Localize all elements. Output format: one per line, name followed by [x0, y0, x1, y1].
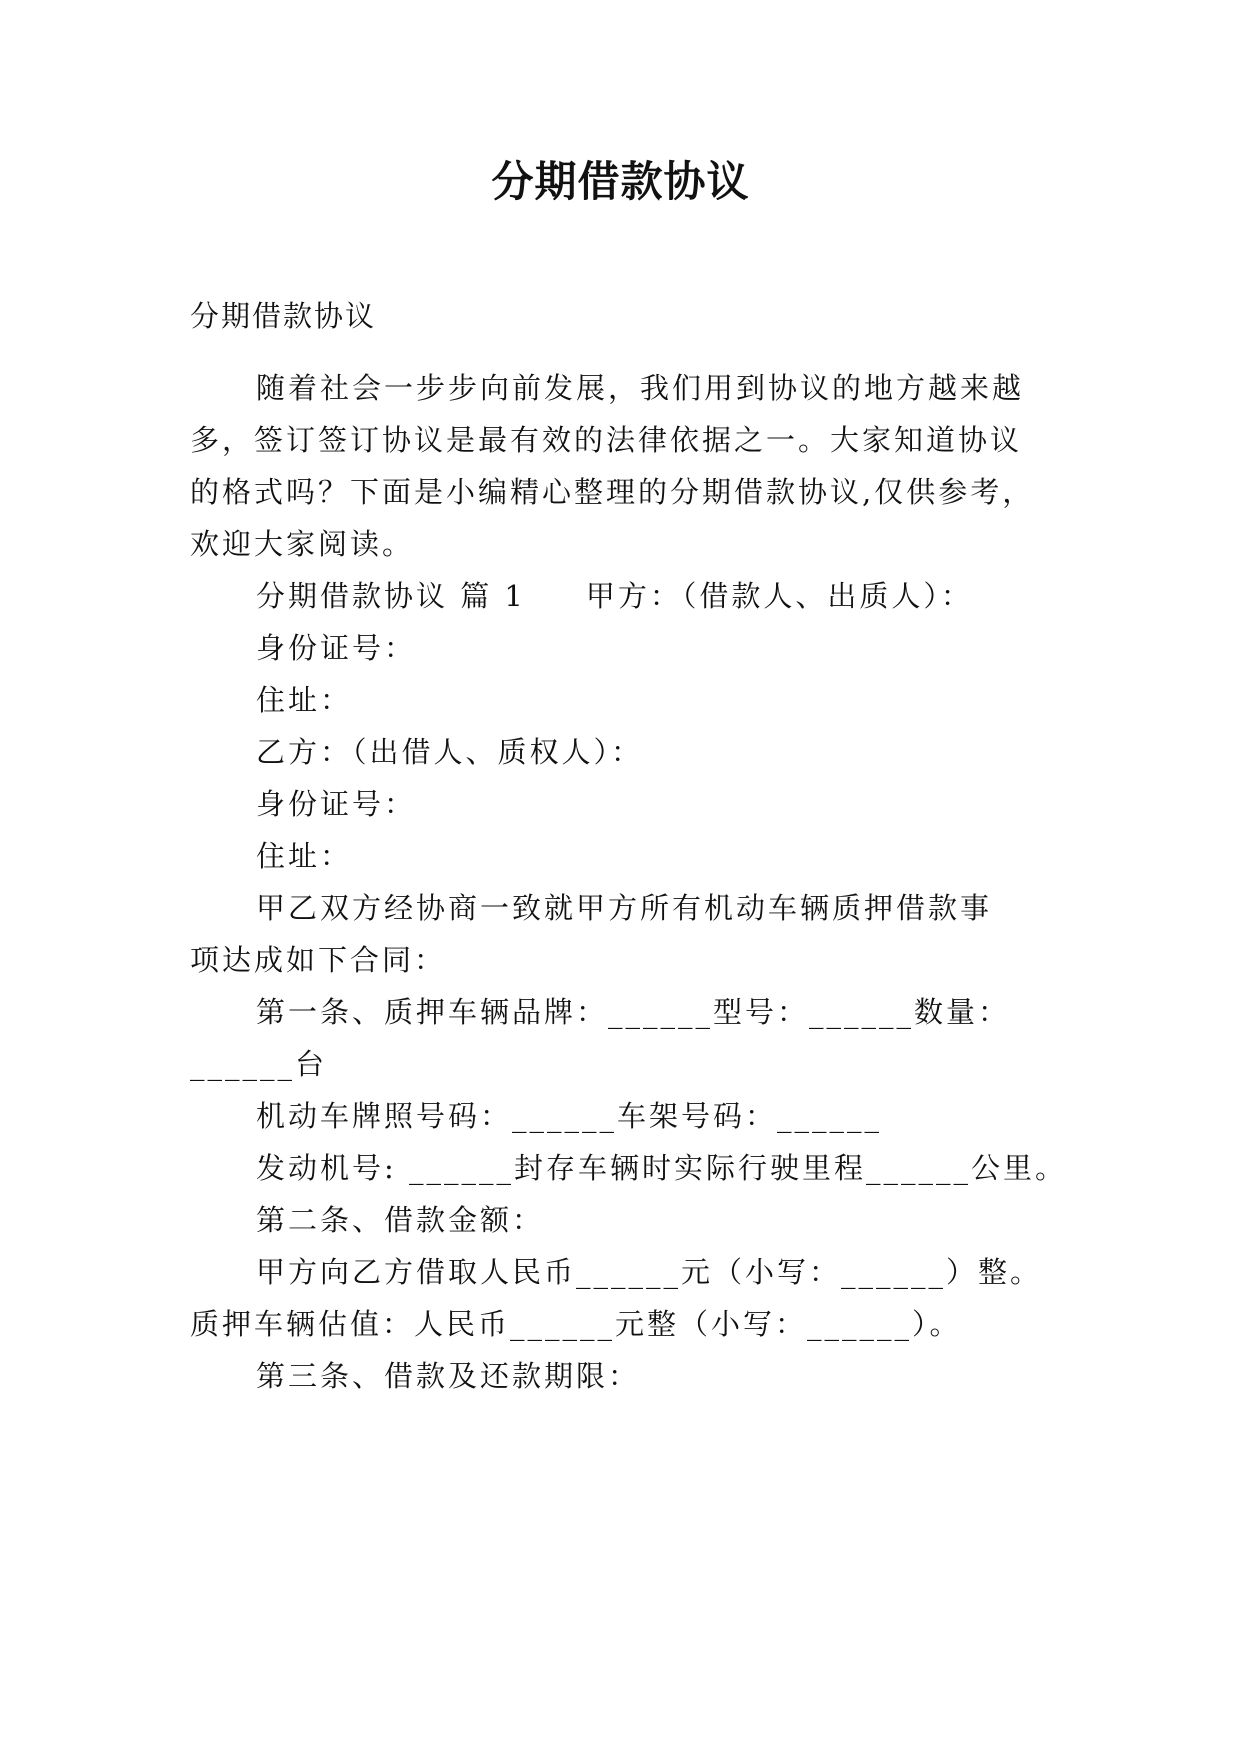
clause1-line-3: 机动车牌照号码：______车架号码：______ [256, 1099, 883, 1133]
clause1-line-1: 第一条、质押车辆品牌：______型号：______数量： [256, 995, 1011, 1029]
clause1-line-4: 发动机号: ______封存车辆时实际行驶里程______公里。 [256, 1151, 1067, 1185]
article-heading-line [256, 576, 973, 616]
party-b-id: 身份证号： [256, 787, 417, 821]
intro-line-2: 多，签订签订协议是最有效的法律依据之一。大家知道协议 [190, 423, 1023, 457]
document-subtitle: 分期借款协议 [190, 299, 377, 333]
clause1-line-2: ______台 [190, 1047, 328, 1081]
clause2-line-1: 甲方向乙方借取人民币______元（小写：______）整。 [256, 1255, 1043, 1289]
document-title: 分期借款协议 [491, 157, 750, 206]
article-heading: 分期借款协议 篇 1 [256, 579, 526, 613]
intro-line-4: 欢迎大家阅读。 [190, 527, 415, 561]
party-b-address: 住址： [256, 839, 353, 873]
clause2-line-2: 质押车辆估值：人民币______元整（小写：______）。 [190, 1307, 962, 1341]
party-a-address: 住址： [256, 683, 353, 717]
intro-line-1: 随着社会一步步向前发展，我们用到协议的地方越来越 [256, 371, 1025, 405]
clause2-heading: 第二条、借款金额： [256, 1203, 545, 1237]
preamble-line-2: 项达成如下合同： [190, 943, 447, 977]
party-b-label: 乙方：（出借人、质权人）： [256, 735, 644, 769]
preamble-line-1: 甲乙双方经协商一致就甲方所有机动车辆质押借款事 [256, 891, 993, 925]
intro-line-3: 的格式吗？下面是小编精心整理的分期借款协议,仅供参考， [190, 475, 1035, 509]
party-a-id: 身份证号： [256, 631, 417, 665]
clause3-heading: 第三条、借款及还款期限： [256, 1359, 641, 1393]
party-a-label: 甲方：（借款人、出质人）： [585, 579, 973, 613]
